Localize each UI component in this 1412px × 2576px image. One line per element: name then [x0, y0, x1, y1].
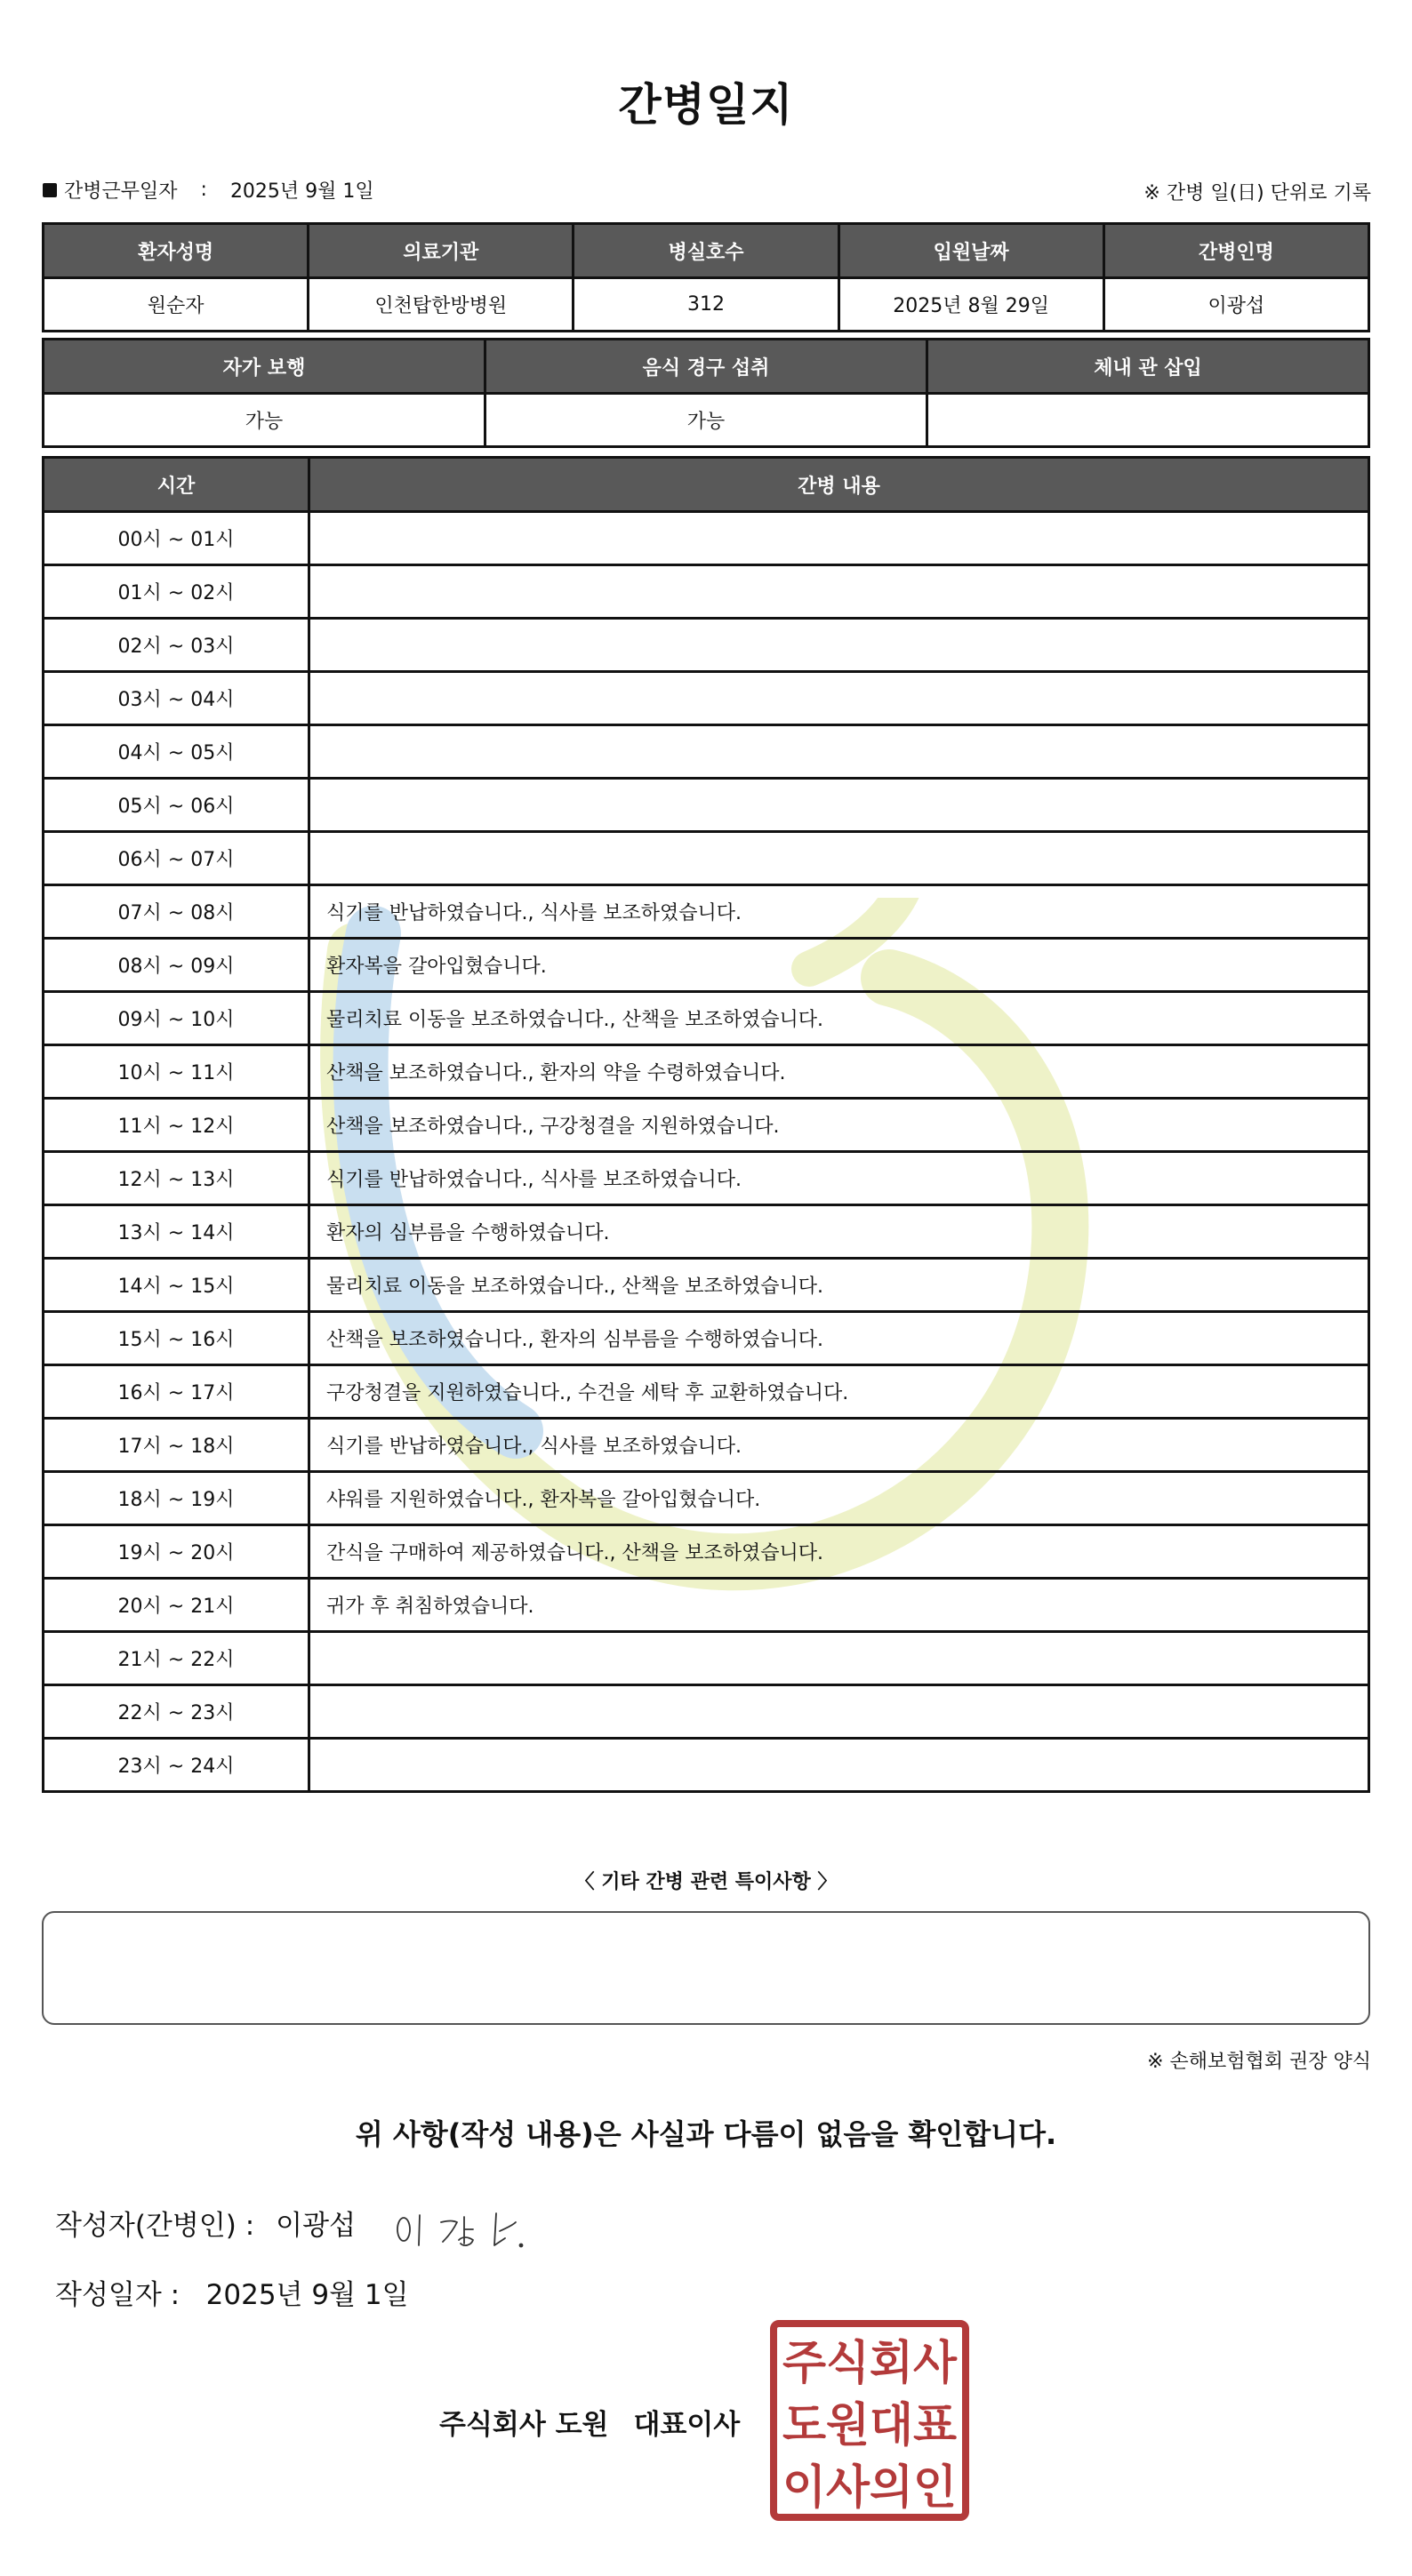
care-content	[309, 1685, 1369, 1739]
header-care-content: 간병 내용	[309, 458, 1369, 512]
representative-title: 대표이사	[633, 2409, 741, 2441]
table-row	[44, 1259, 1369, 1312]
time-slot: 22시 ~ 23시	[44, 1685, 309, 1739]
patient-name: 원순자	[44, 278, 309, 332]
work-date-value: 2025년 9월 1일	[229, 180, 374, 203]
header-self-walking: 자가 보행	[44, 340, 485, 394]
patient-status-value-row	[44, 394, 1369, 447]
care-log-body	[44, 512, 1369, 1792]
time-slot: 10시 ~ 11시	[44, 1045, 309, 1099]
remarks-label: 〈 기타 간병 관련 특이사항 〉	[574, 1871, 838, 1893]
table-row	[44, 1419, 1369, 1472]
table-row	[44, 1739, 1369, 1792]
tube-insertion-value	[927, 394, 1369, 447]
table-row	[44, 1579, 1369, 1632]
written-date-line	[55, 2272, 409, 2312]
confirmation-statement: 위 사항(작성 내용)은 사실과 다름이 없음을 확인합니다.	[355, 2117, 1057, 2151]
time-slot: 11시 ~ 12시	[44, 1099, 309, 1152]
time-slot: 08시 ~ 09시	[44, 939, 309, 992]
admission-date: 2025년 8월 29일	[838, 278, 1103, 332]
time-slot: 12시 ~ 13시	[44, 1152, 309, 1205]
time-slot: 23시 ~ 24시	[44, 1739, 309, 1792]
care-content	[309, 565, 1369, 619]
table-row	[44, 885, 1369, 939]
work-date-separator: :	[200, 179, 207, 201]
care-content: 구강청결을 지원하였습니다., 수건을 세탁 후 교환하였습니다.	[309, 1365, 1369, 1419]
table-row	[44, 939, 1369, 992]
table-row	[44, 1632, 1369, 1685]
time-slot: 06시 ~ 07시	[44, 832, 309, 885]
patient-status-table	[42, 338, 1370, 448]
table-row	[44, 1525, 1369, 1579]
company-line	[439, 2402, 740, 2442]
care-content: 간식을 구매하여 제공하였습니다., 산책을 보조하였습니다.	[309, 1525, 1369, 1579]
work-date-line	[43, 176, 374, 204]
header-tube-insertion: 체내 관 삽입	[927, 340, 1369, 394]
caregiver-name: 이광섭	[1103, 278, 1368, 332]
care-content: 물리치료 이동을 보조하였습니다., 산책을 보조하였습니다.	[309, 1259, 1369, 1312]
time-slot: 09시 ~ 10시	[44, 992, 309, 1045]
patient-status-header-row	[44, 340, 1369, 394]
svg-text:주식회사: 주식회사	[782, 2337, 958, 2390]
care-content	[309, 725, 1369, 779]
care-content: 식기를 반납하였습니다., 식사를 보조하였습니다.	[309, 1419, 1369, 1472]
handwritten-signature	[391, 2203, 551, 2252]
table-row	[44, 725, 1369, 779]
table-row	[44, 1099, 1369, 1152]
header-time: 시간	[44, 458, 309, 512]
company-name: 주식회사 도원	[439, 2409, 609, 2441]
time-slot: 05시 ~ 06시	[44, 779, 309, 832]
time-slot: 03시 ~ 04시	[44, 672, 309, 725]
written-date-value: 2025년 9월 1일	[205, 2279, 409, 2311]
writer-name: 이광섭	[276, 2210, 357, 2242]
time-slot: 07시 ~ 08시	[44, 885, 309, 939]
care-content	[309, 1632, 1369, 1685]
document-title: 간병일지	[618, 79, 794, 131]
table-row	[44, 992, 1369, 1045]
time-slot: 01시 ~ 02시	[44, 565, 309, 619]
header-patient-name: 환자성명	[44, 224, 309, 278]
hourly-care-log-table	[42, 456, 1370, 1793]
svg-text:도원대표: 도원대표	[782, 2399, 957, 2452]
time-slot: 02시 ~ 03시	[44, 619, 309, 672]
care-content: 샤워를 지원하였습니다., 환자복을 갈아입혔습니다.	[309, 1472, 1369, 1525]
square-bullet-icon	[43, 183, 57, 197]
patient-info-table	[42, 222, 1370, 332]
table-row	[44, 1685, 1369, 1739]
header-institution: 의료기관	[309, 224, 574, 278]
time-slot: 15시 ~ 16시	[44, 1312, 309, 1365]
table-row	[44, 512, 1369, 565]
care-content: 환자의 심부름을 수행하였습니다.	[309, 1205, 1369, 1259]
table-row	[44, 619, 1369, 672]
time-slot: 17시 ~ 18시	[44, 1419, 309, 1472]
patient-info-value-row	[44, 278, 1369, 332]
table-row	[44, 672, 1369, 725]
table-row	[44, 1472, 1369, 1525]
table-row	[44, 832, 1369, 885]
writer-label: 작성자(간병인) :	[55, 2210, 255, 2242]
care-content	[309, 779, 1369, 832]
time-slot: 21시 ~ 22시	[44, 1632, 309, 1685]
company-seal-stamp	[770, 2320, 969, 2521]
institution-name: 인천탑한방병원	[309, 278, 574, 332]
room-number: 312	[574, 278, 838, 332]
care-content: 식기를 반납하였습니다., 식사를 보조하였습니다.	[309, 1152, 1369, 1205]
table-row	[44, 565, 1369, 619]
header-caregiver-name: 간병인명	[1103, 224, 1368, 278]
association-form-note: ※ 손해보험협회 권장 양식	[1147, 2051, 1371, 2073]
time-slot: 18시 ~ 19시	[44, 1472, 309, 1525]
care-content: 식기를 반납하였습니다., 식사를 보조하였습니다.	[309, 885, 1369, 939]
table-row	[44, 1045, 1369, 1099]
care-content	[309, 672, 1369, 725]
time-slot: 04시 ~ 05시	[44, 725, 309, 779]
time-slot: 00시 ~ 01시	[44, 512, 309, 565]
remarks-box	[42, 1911, 1370, 2025]
time-slot: 16시 ~ 17시	[44, 1365, 309, 1419]
header-oral-intake: 음식 경구 섭취	[485, 340, 927, 394]
care-content: 환자복을 갈아입혔습니다.	[309, 939, 1369, 992]
writer-line	[55, 2203, 356, 2243]
self-walking-value: 가능	[44, 394, 485, 447]
header-room-number: 병실호수	[574, 224, 838, 278]
care-content: 산책을 보조하였습니다., 환자의 심부름을 수행하였습니다.	[309, 1312, 1369, 1365]
patient-info-header-row	[44, 224, 1369, 278]
care-content	[309, 512, 1369, 565]
care-content: 산책을 보조하였습니다., 구강청결을 지원하였습니다.	[309, 1099, 1369, 1152]
svg-text:이사의인: 이사의인	[782, 2461, 957, 2515]
table-row	[44, 1205, 1369, 1259]
care-content	[309, 619, 1369, 672]
daily-record-note: ※ 간병 일(日) 단위로 기록	[1143, 182, 1371, 204]
table-row	[44, 1312, 1369, 1365]
care-content	[309, 832, 1369, 885]
time-slot: 13시 ~ 14시	[44, 1205, 309, 1259]
time-slot: 20시 ~ 21시	[44, 1579, 309, 1632]
care-content: 산책을 보조하였습니다., 환자의 약을 수령하였습니다.	[309, 1045, 1369, 1099]
care-log-header-row	[44, 458, 1369, 512]
care-content: 물리치료 이동을 보조하였습니다., 산책을 보조하였습니다.	[309, 992, 1369, 1045]
written-date-label: 작성일자 :	[55, 2279, 181, 2311]
table-row	[44, 1152, 1369, 1205]
table-row	[44, 779, 1369, 832]
time-slot: 14시 ~ 15시	[44, 1259, 309, 1312]
oral-intake-value: 가능	[485, 394, 927, 447]
care-content: 귀가 후 취침하였습니다.	[309, 1579, 1369, 1632]
table-row	[44, 1365, 1369, 1419]
header-admission-date: 입원날짜	[838, 224, 1103, 278]
care-content	[309, 1739, 1369, 1792]
work-date-label: 간병근무일자	[64, 180, 178, 203]
time-slot: 19시 ~ 20시	[44, 1525, 309, 1579]
